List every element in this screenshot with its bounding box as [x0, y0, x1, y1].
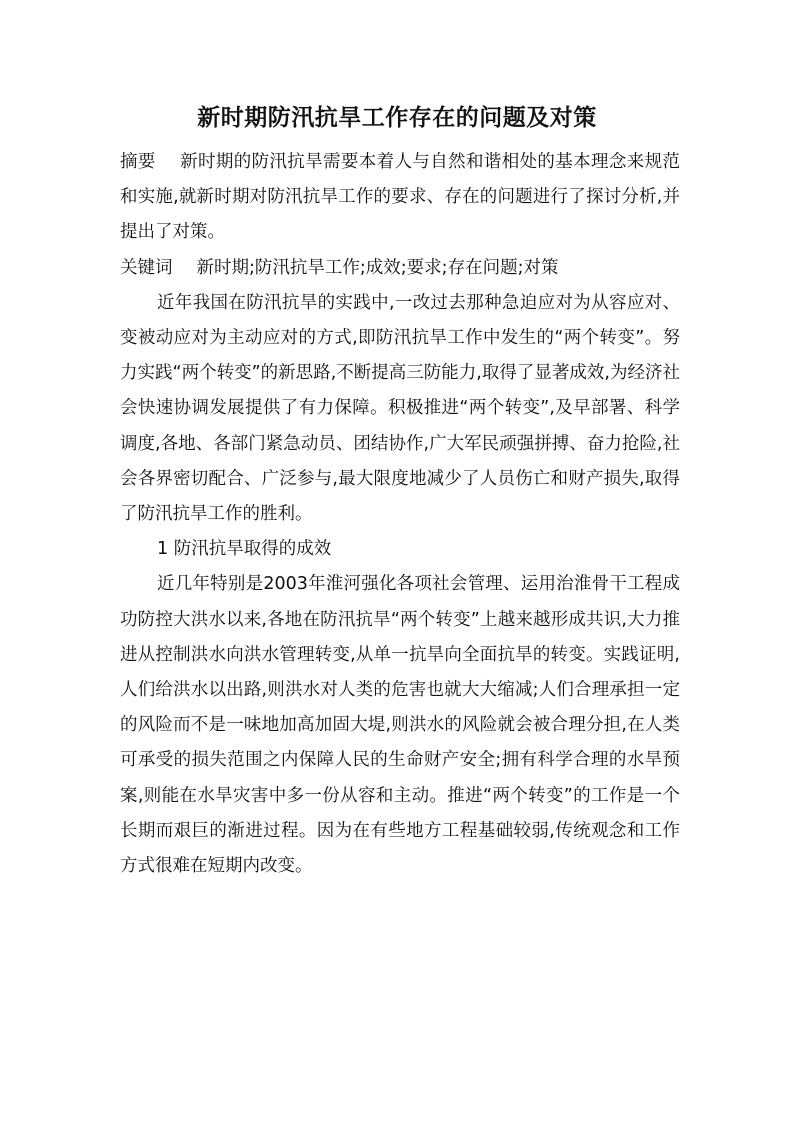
- abstract-text: 新时期的防汛抗旱需要本着人与自然和谐相处的基本理念来规范和实施,就新时期对防汛抗旱工作的要求、存在的问题进行了探讨分析,并提出了对策。: [120, 152, 680, 243]
- body-paragraph-2: 近几年特别是2003年淮河强化各项社会管理、运用治淮骨干工程成功防控大洪水以来,各地在防汛抗旱“两个转变”上越来越形成共识,大力推进从控制洪水向洪水管理转变,从单一抗旱向全面抗旱的转变。实践证明,人们给洪水以出路,则洪水对人类的危害也就大大缩减;人们合理承担一定的风险而不是一味地加高加固大堤,则洪水的风险就会被合理分担,在人类可承受的损失范围之内保障人民的生命财产安全;拥有科学合理的水旱预案,则能在水旱灾害中多一份从容和主动。推进“两个转变”的工作是一个长期而艰巨的渐进过程。因为在有些地方工程基础较弱,传统观念和工作方式很难在短期内改变。: [120, 574, 680, 877]
- body-paragraph-1: 近年我国在防汛抗旱的实践中,一改过去那种急迫应对为从容应对、变被动应对为主动应对的方式,即防汛抗旱工作中发生的“两个转变”。努力实践“两个转变”的新思路,不断提高三防能力,取得了显著成效,为经济社会快速协调发展提供了有力保障。积极推进“两个转变”,及早部署、科学调度,各地、各部门紧急动员、团结协作,广大军民顽强拼搏、奋力抢险,社会各界密切配合、广泛参与,最大限度地减少了人员伤亡和财产损失,取得了防汛抗旱工作的胜利。: [120, 292, 680, 525]
- keywords-paragraph: [120, 251, 680, 286]
- keywords-label: 关键词: [120, 257, 173, 278]
- keywords-text: 新时期;防汛抗旱工作;成效;要求;存在问题;对策: [196, 257, 559, 278]
- abstract-paragraph: [120, 145, 680, 251]
- section-heading: 1 防汛抗旱取得的成效: [157, 539, 332, 560]
- document-body: [120, 145, 680, 884]
- abstract-label: 摘要: [120, 152, 156, 172]
- document-title: 新时期防汛抗旱工作存在的问题及对策: [197, 104, 597, 131]
